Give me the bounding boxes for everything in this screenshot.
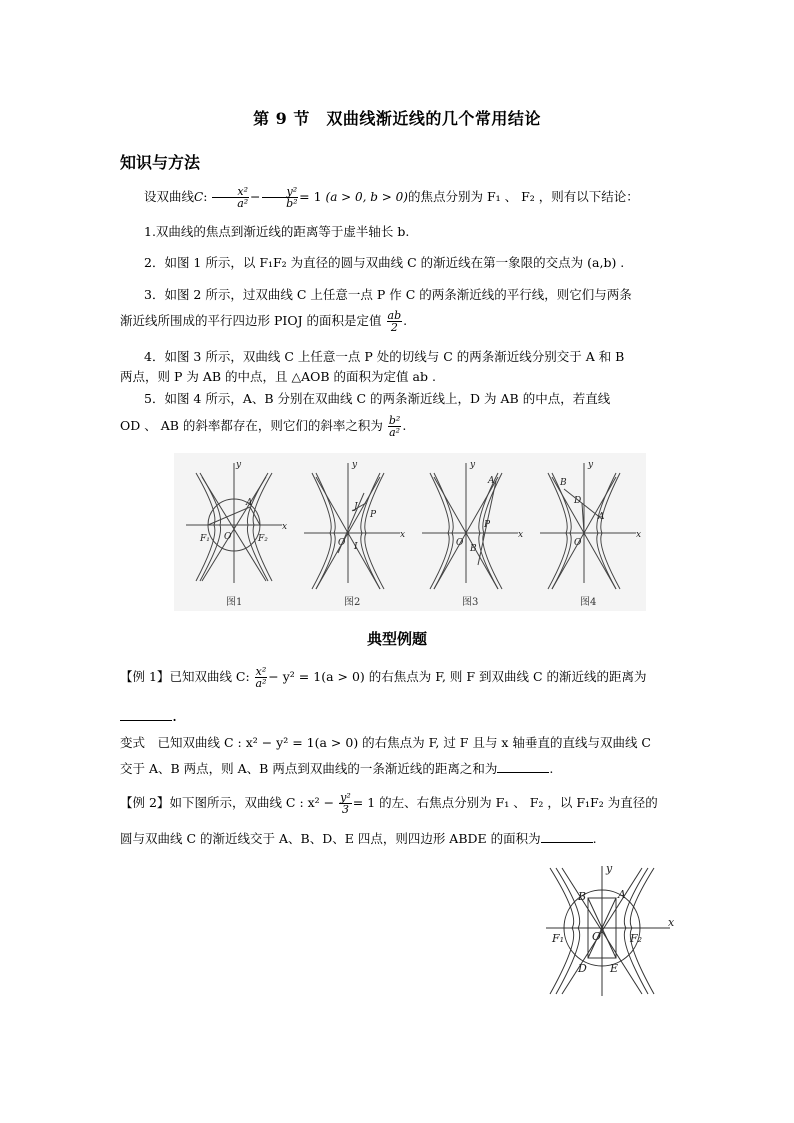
example-1-text-b: − y² = 1(a > 0) 的右焦点为 F, 则 F 到双曲线 C 的渐近线的距离为	[268, 669, 647, 684]
frac-x2-a2-ex1: $\frac{\text{x²}}{\text{a²}}$	[255, 665, 267, 690]
fig3-x: x	[518, 530, 524, 540]
fig2-y: y	[352, 460, 358, 470]
variant-line2: 交于 A、B 两点，则 A、B 两点到双曲线的一条渐近线的距离之和为 .	[120, 761, 554, 776]
intro-cond: (a > 0, b > 0)	[325, 190, 408, 204]
item-5-line1: 5．如图 4 所示，A、B 分别在双曲线 C 的两条渐近线上，D 为 AB 的中点，若直线	[144, 391, 611, 406]
fig4-B: B	[560, 478, 567, 488]
intro-eq: = 1	[299, 189, 322, 204]
fig1-A: A	[246, 498, 253, 508]
ex2-y: y	[606, 862, 613, 875]
intro-post: 的焦点分别为 F₁ 、 F₂ ，则有以下结论：	[407, 189, 639, 204]
frac-x2-a2: $\frac{\text{x²}}{\text{a²}}$	[212, 186, 249, 209]
example-2-tag: 【例 2】	[120, 795, 170, 810]
fig4-O: O	[574, 538, 582, 548]
ex2-O: O	[592, 930, 602, 943]
item-4-line1: 4．如图 3 所示，双曲线 C 上任意一点 P 处的切线与 C 的两条渐近线分别交于 A 和 B	[144, 349, 625, 364]
intro-line: 设双曲线C: $\frac{\text{x²}}{\text{a²}}$ − $\frac{\text{y²}}{\text{b²}}$ = 1 (a > 0, b > 0)的焦点分别为 F₁ 、 F₂ ，则有以下结论：	[144, 185, 639, 210]
fig2-P: P	[370, 510, 377, 520]
frac-ab-2: $\frac{ab}{2}$	[387, 309, 402, 334]
fig4-caption: 图4	[580, 597, 597, 608]
item-5-text: OD 、 AB 的斜率都存在，则它们的斜率之积为	[120, 418, 383, 433]
frac-y2-b2: $\frac{\text{y²}}{\text{b²}}$	[262, 186, 299, 209]
frac-b2-a2: $\frac{\text{b²}}{\text{a²}}$	[388, 414, 401, 439]
page-title: 第 9 节 双曲线渐近线的几个常用结论	[253, 109, 541, 128]
fig2-J: J	[354, 502, 358, 512]
example-2-text-c: 圆与双曲线 C 的渐近线交于 A、B、D、E 四点，则四边形 ABDE 的面积为	[120, 831, 541, 846]
ex2-F1: F₁	[552, 932, 565, 945]
example-2-blank	[541, 832, 593, 843]
item-3-line1: 3．如图 2 所示，过双曲线 C 上任意一点 P 作 C 的两条渐近线的平行线，则它们与两条	[144, 287, 632, 302]
fig3-A: A	[488, 476, 495, 486]
ex2-x: x	[668, 916, 675, 929]
example-1-tag: 【例 1】	[120, 669, 170, 684]
example-2-text-a: 如下图所示，双曲线 C : x² −	[169, 795, 335, 810]
example-2-text-b: = 1 的左、右焦点分别为 F₁ 、 F₂ ，以 F₁F₂ 为直径的	[352, 795, 658, 810]
section-heading-methods: 知识与方法	[120, 153, 201, 172]
ex2-B: B	[578, 890, 587, 903]
fig1-caption: 图1	[226, 597, 243, 608]
fig2-I: I	[354, 542, 358, 552]
example-1	[120, 666, 680, 689]
item-2: 2．如图 1 所示，以 F₁F₂ 为直径的圆与双曲线 C 的渐近线在第一象限的交点为 (a,b) .	[144, 255, 625, 270]
fig2-O: O	[338, 538, 346, 548]
curve-name: C	[194, 190, 204, 204]
variant-text: 交于 A、B 两点，则 A、B 两点到双曲线的一条渐近线的距离之和为	[120, 761, 498, 776]
item-3-line2: 渐近线所围成的平行四边形 PIOJ 的面积是定值 $\frac{ab}{2}$ .	[120, 309, 408, 334]
ex2-A: A	[618, 888, 626, 901]
item-3-text: 渐近线所围成的平行四边形 PIOJ 的面积是定值	[120, 313, 382, 328]
section-heading-examples: 典型例题	[366, 630, 427, 648]
fig4-A: A	[598, 512, 605, 522]
item-4-line2: 两点，则 P 为 AB 的中点，且 △AOB 的面积为定值 ab .	[120, 369, 436, 384]
fig2-x: x	[400, 530, 406, 540]
example-1-text-a: 已知双曲线 C:	[169, 669, 250, 684]
item-1: 1.双曲线的焦点到渐近线的距离等于虚半轴长 b.	[144, 224, 410, 239]
figures-1-4	[174, 453, 646, 611]
ex2-E: E	[610, 962, 619, 975]
fig3-P: P	[484, 520, 491, 530]
fig4-D: D	[574, 496, 582, 506]
variant-line1: 变式 已知双曲线 C : x² − y² = 1(a > 0) 的右焦点为 F, 过 F 且与 x 轴垂直的直线与双曲线 C	[120, 735, 651, 750]
example-2-line1	[120, 792, 680, 815]
example-1-blank: .	[120, 706, 177, 725]
fig4-x: x	[636, 530, 642, 540]
frac-y2-3: $\frac{\text{y²}}{3}$	[340, 791, 351, 816]
ex2-D: D	[578, 962, 587, 975]
fig2-caption: 图2	[344, 597, 361, 608]
intro-pre: 设双曲线	[144, 189, 195, 204]
fig1-O: O	[224, 532, 232, 542]
variant-blank	[497, 762, 549, 773]
fig1-F1: F₁	[200, 534, 210, 544]
example-2-figure	[540, 860, 680, 1000]
fig1-y: y	[236, 460, 242, 470]
fig4-y: y	[588, 460, 594, 470]
fig3-y: y	[470, 460, 476, 470]
fig3-O: O	[456, 538, 464, 548]
ex2-F2: F₂	[630, 932, 643, 945]
example-2-line2: 圆与双曲线 C 的渐近线交于 A、B、D、E 四点，则四边形 ABDE 的面积为 .	[120, 831, 597, 846]
item-5-line2: OD 、 AB 的斜率都存在，则它们的斜率之积为 $\frac{\text{b²}}{\text{a²}}$ .	[120, 414, 407, 439]
fig1-x: x	[282, 522, 288, 532]
fig3-caption: 图3	[462, 597, 479, 608]
fig3-B: B	[470, 544, 477, 554]
fig1-F2: F₂	[258, 534, 268, 544]
